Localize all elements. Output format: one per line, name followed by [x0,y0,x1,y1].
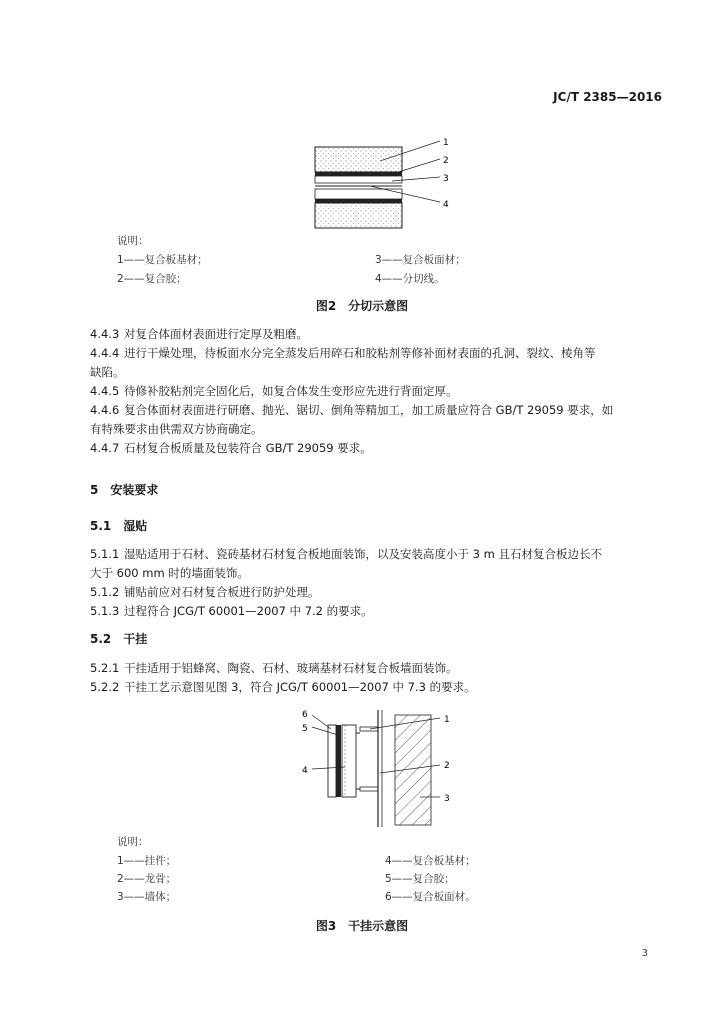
para-5-2-1: 5.2.1 干挂适用于铝蜂窝、陶瓷、石材、玻璃基材石材复合板墙面装饰。 [90,661,458,675]
fig3-callout-3: 3 [444,794,450,804]
para-5-1-1: 5.1.1 湿贴适用于石材、瓷砖基材石材复合板地面装饰，以及安装高度小于 3 m 且石材复合板边长不 [90,547,602,561]
section-5-2-items [90,659,670,697]
para-5-1-1-cont: 大于 600 mm 时的墙面装饰。 [90,566,249,580]
fig3-legend-title: 说明： [117,836,149,848]
para-4-4-7: 4.4.7 石材复合板质量及包装符合 GB/T 29059 要求。 [90,441,372,455]
fig3-callout-6: 6 [302,710,308,720]
para-5-1-2: 5.1.2 铺贴前应对石材复合板进行防护处理。 [90,585,320,599]
fig2-caption: 图2 分切示意图 [315,299,409,313]
section-4-4-items [90,325,670,458]
fig2-callout-2: 2 [443,156,449,166]
fig2-legend-4: 4——分切线。 [375,273,445,285]
fig2-callout-1: 1 [443,138,449,148]
section-5-1-items [90,545,670,621]
fig2-callout-4: 4 [443,200,449,210]
para-4-4-4: 4.4.4 进行干燥处理，待板面水分完全蒸发后用碎石和胶粘剂等修补面材表面的孔洞、裂纹、棱角等 [90,346,596,360]
section-5-1-heading: 5.1 湿贴 [90,519,148,533]
fig3-legend-6: 6——复合板面材。 [385,891,476,903]
fig2-legend-3: 3——复合板面材； [375,254,466,266]
para-4-4-3: 4.4.3 对复合体面材表面进行定厚及粗磨。 [90,327,308,341]
fig3-legend-3: 3——墙体； [117,891,177,903]
fig3-legend-1: 1——挂件； [117,855,177,867]
para-4-4-6-cont: 有特殊要求由供需双方协商确定。 [90,422,263,436]
standard-code: JC/T 2385—2016 [553,90,662,104]
para-4-4-6: 4.4.6 复合体面材表面进行研磨、抛光、锯切、倒角等精加工，加工质量应符合 GB/T 29059 要求，如 [90,403,614,417]
fig3-callout-1: 1 [444,715,450,725]
fig3-legend-5: 5——复合胶； [385,873,455,885]
fig3-legend-4: 4——复合板基材； [385,855,476,867]
figure-2-diagram [300,135,470,235]
para-5-1-3: 5.1.3 过程符合 JCG/T 60001—2007 中 7.2 的要求。 [90,604,373,618]
section-5-heading: 5 安装要求 [90,483,159,497]
fig3-callout-5: 5 [302,724,308,734]
fig2-legend-2: 2——复合胶； [117,273,187,285]
fig2-legend-title: 说明： [117,235,149,247]
fig3-caption: 图3 干挂示意图 [315,919,409,933]
para-5-2-2: 5.2.2 干挂工艺示意图见图 3，符合 JCG/T 60001—2007 中 7.3 的要求。 [90,680,476,694]
page-number: 3 [641,948,648,959]
fig3-callout-2: 2 [444,761,450,771]
fig3-legend-2: 2——龙骨； [117,873,177,885]
fig2-legend-1: 1——复合板基材； [117,254,208,266]
fig2-callout-3: 3 [443,174,449,184]
fig3-callout-4: 4 [302,766,308,776]
section-5-2-heading: 5.2 干挂 [90,632,148,646]
para-4-4-5: 4.4.5 待修补胶粘剂完全固化后，如复合体发生变形应先进行背面定厚。 [90,384,458,398]
figure-3-diagram [290,705,470,830]
para-4-4-4-cont: 缺陷。 [90,365,125,379]
